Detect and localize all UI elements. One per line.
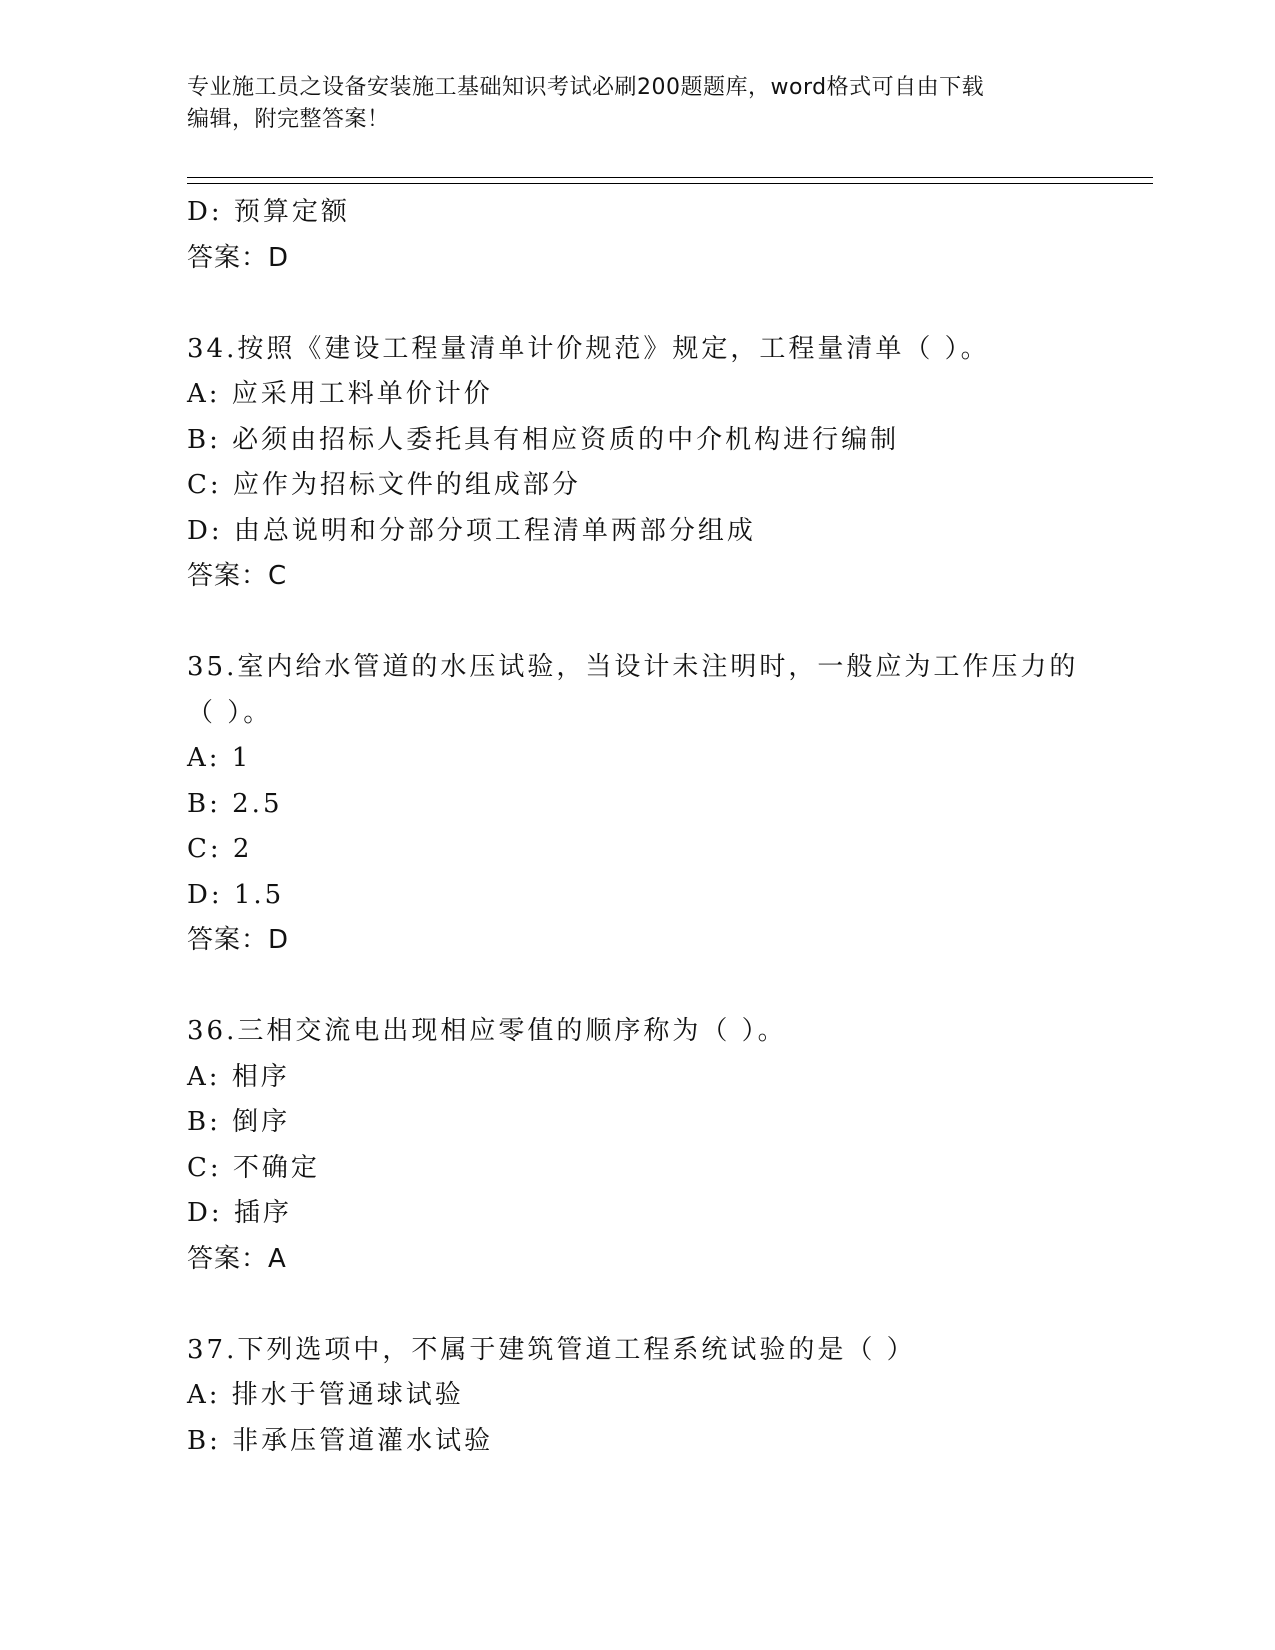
answer-line: 答案：D [187,242,290,273]
question-37 [187,1328,1087,1465]
option-b: B: 2.5 [187,788,283,819]
answer-line: 答案：D [187,925,290,955]
option-d: D: 由总说明和分部分项工程清单两部分组成 [187,515,756,546]
spacer [187,964,1087,1010]
header-title-line-1: 专业施工员之设备安装施工基础知识考试必刷200题题库，word格式可自由下载 [187,75,985,100]
question-list [187,190,1087,1464]
option-c: C: 应作为招标文件的组成部分 [187,470,581,500]
header-divider-top [187,177,1153,178]
header-title-line-2: 编辑，附完整答案！ [187,107,390,132]
option-b: B: 倒序 [187,1107,291,1137]
spacer [187,281,1087,327]
question-stem: 34.按照《建设工程量清单计价规范》规定，工程量清单（ ）。 [187,333,990,364]
answer-line: 答案：C [187,561,288,591]
option-a: A: 排水于管通球试验 [187,1380,464,1410]
option-b: B: 必须由招标人委托具有相应资质的中介机构进行编制 [187,424,900,455]
spacer [187,600,1087,646]
question-36 [187,1009,1087,1282]
question-stem: 37.下列选项中，不属于建筑管道工程系统试验的是（ ） [187,1334,916,1365]
question-stem: 36.三相交流电出现相应零值的顺序称为（ ）。 [187,1016,787,1046]
option-a: A: 1 [187,743,252,773]
option-a: A: 相序 [187,1061,290,1092]
option-c: C: 不确定 [187,1152,320,1183]
question-35 [187,645,1087,964]
option-d: D: 插序 [187,1198,292,1228]
question-stem-continuation: （ ）。 [187,697,273,728]
option-d: D: 1.5 [187,879,285,910]
answer-line: 答案：A [187,1243,287,1274]
document-header [187,72,1067,136]
option-c: C: 2 [187,834,253,864]
spacer [187,1282,1087,1328]
option-b: B: 非承压管道灌水试验 [187,1425,494,1456]
question-34 [187,327,1087,600]
header-divider-bottom [187,183,1153,184]
question-stem: 35.室内给水管道的水压试验，当设计未注明时，一般应为工作压力的 [187,652,1079,682]
option-a: A: 应采用工料单价计价 [187,379,493,409]
option-d: D: 预算定额 [187,197,350,227]
